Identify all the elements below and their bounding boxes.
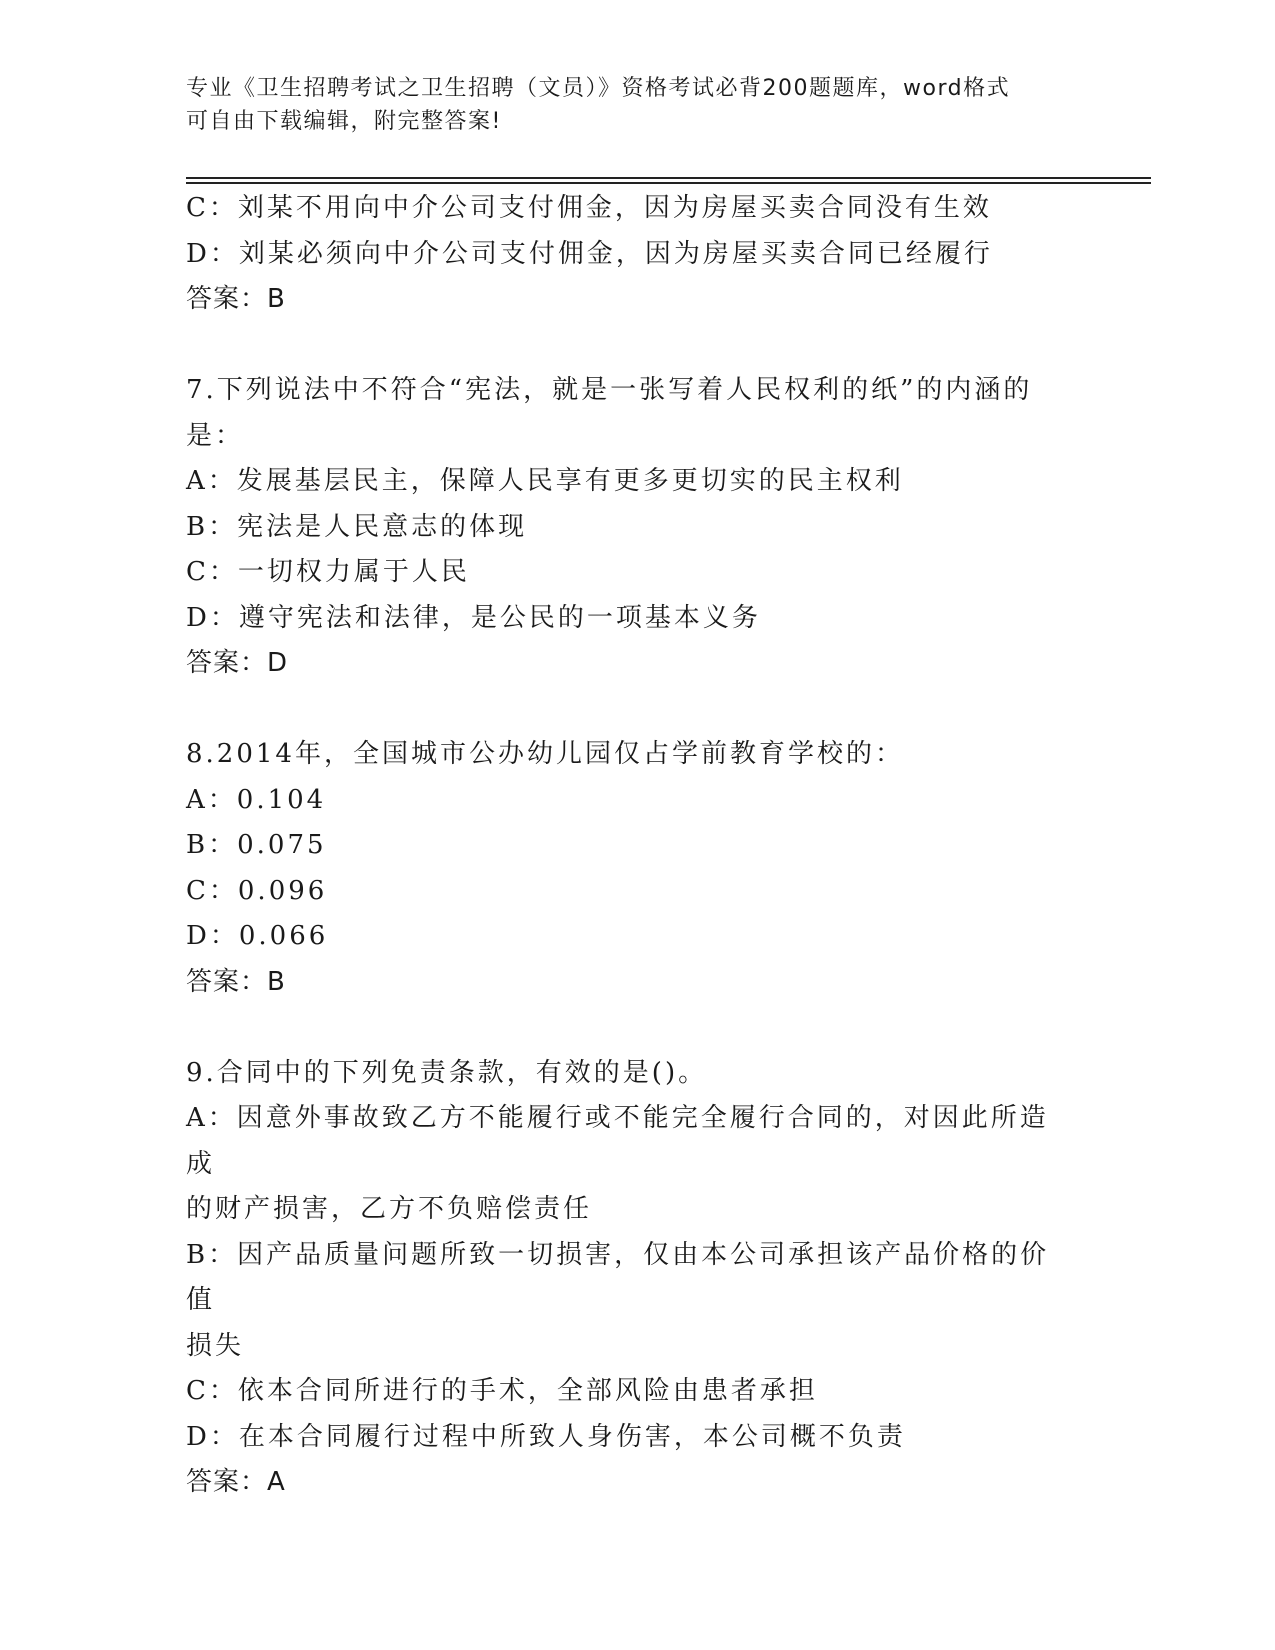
q8-option-b: B：0.075 <box>186 830 327 860</box>
q8-option-c: C：0.096 <box>186 875 328 906</box>
question-9 <box>186 1051 1076 1506</box>
header-divider-bottom <box>186 182 1151 184</box>
q9-stem-line-1: 9.合同中的下列免责条款，有效的是()。 <box>186 1057 708 1088</box>
q7-option-d: D：遵守宪法和法律，是公民的一项基本义务 <box>186 602 761 633</box>
q9-option-a-line-2: 的财产损害，乙方不负赔偿责任 <box>186 1194 593 1224</box>
q9-option-c: C：依本合同所进行的手术，全部风险由患者承担 <box>186 1376 818 1406</box>
prev-option-c: C：刘某不用向中介公司支付佣金，因为房屋买卖合同没有生效 <box>186 193 992 223</box>
q8-answer: 答案：B <box>186 966 286 997</box>
q7-option-c: C：一切权力属于人民 <box>186 557 470 587</box>
spacer <box>186 323 1076 369</box>
q9-option-b-line-1: B：因产品质量问题所致一切损害，仅由本公司承担该产品价格的价值 <box>186 1239 1050 1315</box>
q9-answer: 答案：A <box>186 1467 286 1497</box>
header-divider-top <box>186 177 1151 179</box>
document-header <box>186 72 1086 138</box>
question-content <box>186 186 1076 1506</box>
q8-stem-line-1: 8.2014年，全国城市公办幼儿园仅占学前教育学校的： <box>186 739 904 769</box>
spacer <box>186 687 1076 733</box>
q7-answer: 答案：D <box>186 648 289 678</box>
question-8 <box>186 732 1076 1005</box>
header-line-2: 可自由下载编辑，附完整答案! <box>186 109 502 134</box>
q9-option-b-line-2: 损失 <box>186 1330 245 1361</box>
question-7 <box>186 368 1076 687</box>
prev-option-d: D：刘某必须向中介公司支付佣金，因为房屋买卖合同已经履行 <box>186 238 993 269</box>
prev-question-block <box>186 186 1076 323</box>
spacer <box>186 1005 1076 1051</box>
q7-option-b: B：宪法是人民意志的体现 <box>186 511 528 542</box>
q7-stem-line-1: 7.下列说法中不符合“宪法，就是一张写着人民权利的纸”的内涵的 <box>186 375 1033 405</box>
q9-option-a-line-1: A：因意外事故致乙方不能履行或不能完全履行合同的，对因此所造成 <box>186 1103 1049 1179</box>
q7-option-a: A：发展基层民主，保障人民享有更多更切实的民主权利 <box>186 466 904 496</box>
q8-option-d: D：0.066 <box>186 921 329 951</box>
q9-option-d: D：在本合同履行过程中所致人身伤害，本公司概不负责 <box>186 1421 906 1452</box>
prev-answer: 答案：B <box>186 284 286 314</box>
q7-stem-line-2: 是： <box>186 420 245 451</box>
header-line-1: 专业《卫生招聘考试之卫生招聘（文员）》资格考试必背200题题库，word格式 <box>186 76 1011 101</box>
q8-option-a: A：0.104 <box>186 784 327 815</box>
